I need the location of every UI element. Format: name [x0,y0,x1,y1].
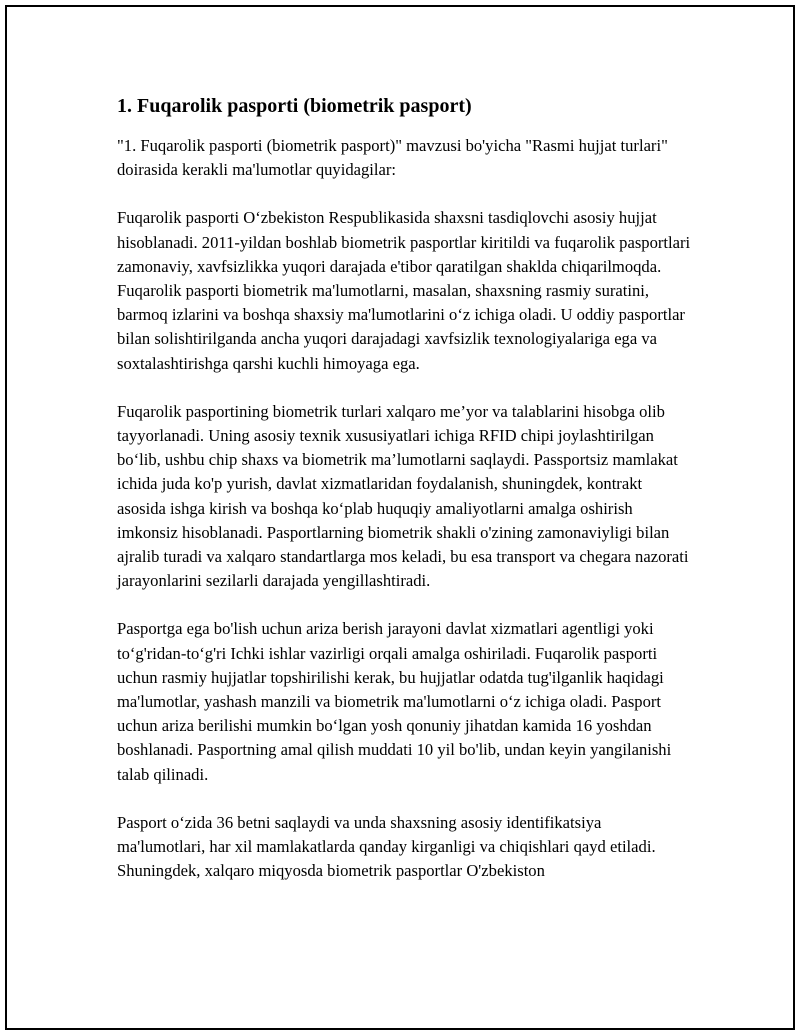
paragraph-overview: Fuqarolik pasporti O‘zbekiston Respublikasida shaxsni tasdiqlovchi asosiy hujjat hisoblanadi. 2011-yildan boshlab biometrik pasportlar kiritildi va fuqarolik pasportlari zamonaviy, xavfsizlikka yuqori darajada e'tibor qaratilgan shaklda chiqarilmoqda. Fuqarolik pasporti biometrik ma'lumotlarni, masalan, shaxsning rasmiy suratini, barmoq izlarini va boshqa shaxsiy ma'lumotlarini o‘z ichiga oladi. U oddiy pasportlar bilan solishtirilganda ancha yuqori darajadagi xavfsizlik texnologiyalariga ega va soxtalashtirishga qarshi kuchli himoyaga ega. [117,208,691,373]
paragraph-intro: "1. Fuqarolik pasporti (biometrik pasport)" mavzusi bo'yicha "Rasmi hujjat turlari" doirasida kerakli ma'lumotlar quyidagilar: [117,136,668,180]
paragraph-biometric-features: Fuqarolik pasportining biometrik turlari xalqaro me’yor va talablarini hisobga olib tayyorlanadi. Uning asosiy texnik xususiyatlari ichiga RFID chipi joylashtirilgan bo‘lib, ushbu chip shaxs va biometrik ma’lumotlarni saqlaydi. Passportsiz mamlakat ichida juda ko'p yurish, davlat xizmatlaridan foydalanish, shuningdek, kontrakt asosida ishga kirish va boshqa ko‘plab huquqiy amaliyotlarni amalga oshirish imkonsiz hisoblanadi. Pasportlarning biometrik shakli o'zining zamonaviyligi bilan ajralib turadi va xalqaro standartlarga mos keladi, bu esa transport va chegara nazorati jarayonlarini sezilarli darajada yengillashtiradi. [117,401,689,591]
paragraph-pages: Pasport o‘zida 36 betni saqlaydi va unda shaxsning asosiy identifikatsiya ma'lumotlari, har xil mamlakatlarda qanday kirganligi va chiqishlari qayd etiladi. Shuningdek, xalqaro miqyosda biometrik pasportlar O'zbekiston [117,812,656,881]
document-body [117,92,692,907]
document-heading: 1. Fuqarolik pasporti (biometrik pasport) [117,95,472,117]
paragraph-application-process: Pasportga ega bo'lish uchun ariza berish jarayoni davlat xizmatlari agentligi yoki to‘g'ridan-to‘g'ri Ichki ishlar vazirligi orqali amalga oshiriladi. Fuqarolik pasporti uchun rasmiy hujjatlar topshirilishi kerak, bu hujjatlar odatda tug'ilganlik haqidagi ma'lumotlar, yashash manzili va biometrik ma'lumotlarni o‘z ichiga oladi. Pasport uchun ariza berilishi mumkin bo‘lgan yosh qonuniy jihatdan kamida 16 yoshdan boshlanadi. Pasportning amal qilish muddati 10 yil bo'lib, undan keyin yangilanishi talab qilinadi. [117,619,672,784]
